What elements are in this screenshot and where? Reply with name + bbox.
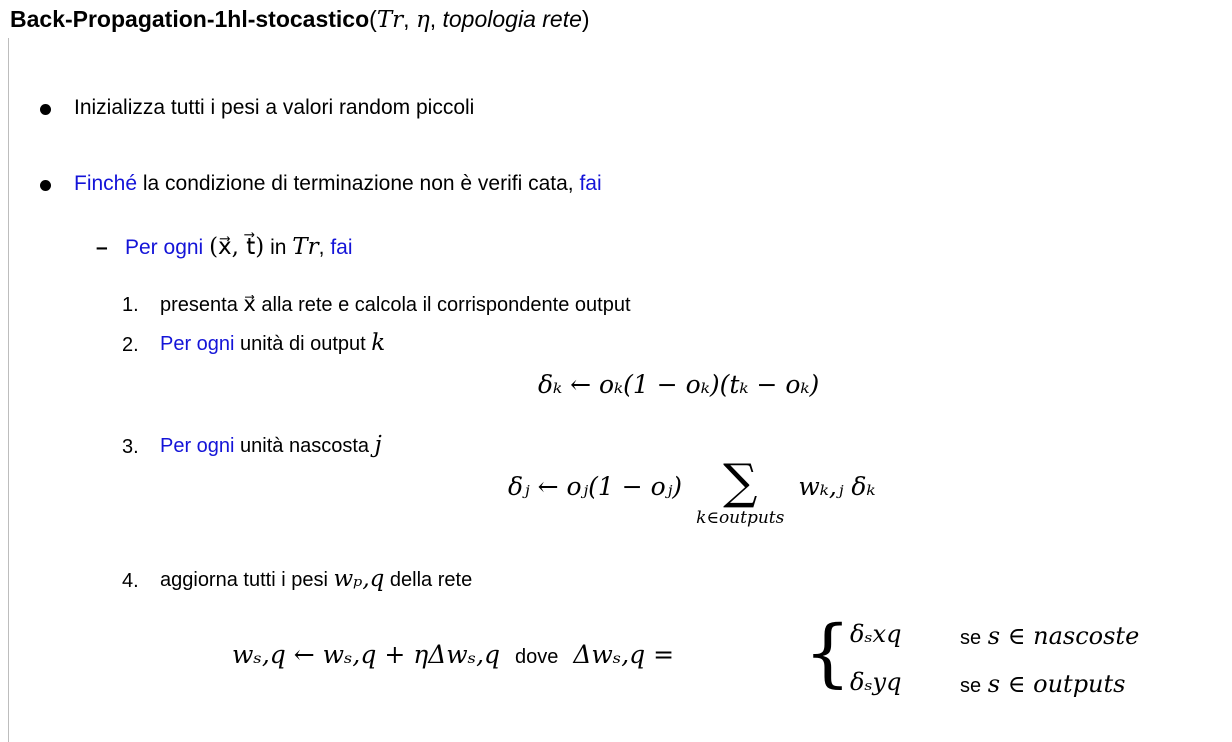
frame-border <box>8 38 9 742</box>
param-topology: topologia rete <box>442 6 582 32</box>
dash-per-ogni-line <box>125 234 353 260</box>
case-2-cond <box>960 670 1125 699</box>
open-paren: ( <box>369 6 377 32</box>
dash-comma: , <box>318 236 325 259</box>
step-3-body: unità nascosta <box>234 435 375 457</box>
loop-condition-text: la condizione di terminazione non è verifi cata, <box>137 172 580 195</box>
summation <box>696 454 785 528</box>
step-4-text <box>160 566 472 592</box>
bullet-dot-2 <box>40 180 51 191</box>
case-1-set: s ∈ nascoste <box>987 622 1140 650</box>
sum-subscript: k∈outputs <box>696 508 785 528</box>
var-j: j <box>374 432 382 458</box>
bullet-dot-1 <box>40 104 51 115</box>
case-2-se: se <box>960 675 982 697</box>
step-2-text <box>160 330 385 356</box>
keyword-per-ogni: Per ogni <box>125 236 204 259</box>
training-set-var: Tr <box>292 234 319 260</box>
step-1-text <box>160 292 631 317</box>
step-4-pre: aggiorna tutti i pesi <box>160 569 334 591</box>
eq-j-rhs: wₖ,ⱼ δₖ <box>798 472 876 501</box>
step-1-pre: presenta <box>160 294 244 316</box>
equation-delta-j <box>508 454 876 528</box>
equation-delta-k: δₖ ← oₖ(1 − oₖ)(tₖ − oₖ) <box>538 370 820 399</box>
vector-x: x⃗ <box>243 292 256 316</box>
eq-w-lhs: wₛ,q ← wₛ,q + ηΔwₛ,q <box>232 640 501 669</box>
algorithm-title <box>10 6 590 33</box>
bullet-init-weights: Inizializza tutti i pesi a valori random piccoli <box>74 96 475 119</box>
keyword-per-ogni-2: Per ogni <box>160 333 235 355</box>
var-k: k <box>371 330 386 356</box>
var-w-pq: wₚ,q <box>333 566 385 592</box>
dove-word: dove <box>514 646 559 668</box>
keyword-fai: fai <box>579 172 602 195</box>
dash-marker: – <box>96 236 108 259</box>
param-training-set: Tr <box>376 7 404 33</box>
eq-j-lhs: δⱼ ← oⱼ(1 − oⱼ) <box>508 472 683 501</box>
pair-x-t: (x⃗, t⃗) <box>209 234 265 260</box>
step-4-post: della rete <box>384 569 473 591</box>
param-sep-2: , <box>429 6 443 32</box>
eq-delta-w: Δwₛ,q = <box>573 640 675 669</box>
param-learning-rate: η <box>415 7 430 33</box>
in-word: in <box>264 236 293 259</box>
algorithm-name: Back-Propagation-1hl-stocastico <box>10 6 370 32</box>
param-sep-1: , <box>403 6 416 32</box>
step-1-number: 1. <box>122 294 139 316</box>
step-2-body: unità di output <box>234 333 372 355</box>
case-1-se: se <box>960 627 982 649</box>
case-2-set: s ∈ outputs <box>987 670 1126 698</box>
cases-brace: { <box>804 610 852 696</box>
equation-weight-update-lhs <box>232 640 674 670</box>
bullet-loop <box>74 172 602 196</box>
step-2-number: 2. <box>122 334 139 356</box>
case-1-cond <box>960 622 1139 651</box>
close-paren: ) <box>581 6 590 32</box>
step-4-number: 4. <box>122 570 139 592</box>
case-2-expr: δₛyq <box>850 668 902 696</box>
sum-symbol: ∑ <box>723 454 758 510</box>
case-1-expr: δₛxq <box>850 620 902 648</box>
step-1-post: alla rete e calcola il corrispondente output <box>255 294 631 316</box>
step-3-number: 3. <box>122 436 139 458</box>
keyword-fai-2: fai <box>330 236 353 259</box>
keyword-per-ogni-3: Per ogni <box>160 435 235 457</box>
step-3-text <box>160 432 382 458</box>
keyword-finche: Finché <box>74 172 138 195</box>
